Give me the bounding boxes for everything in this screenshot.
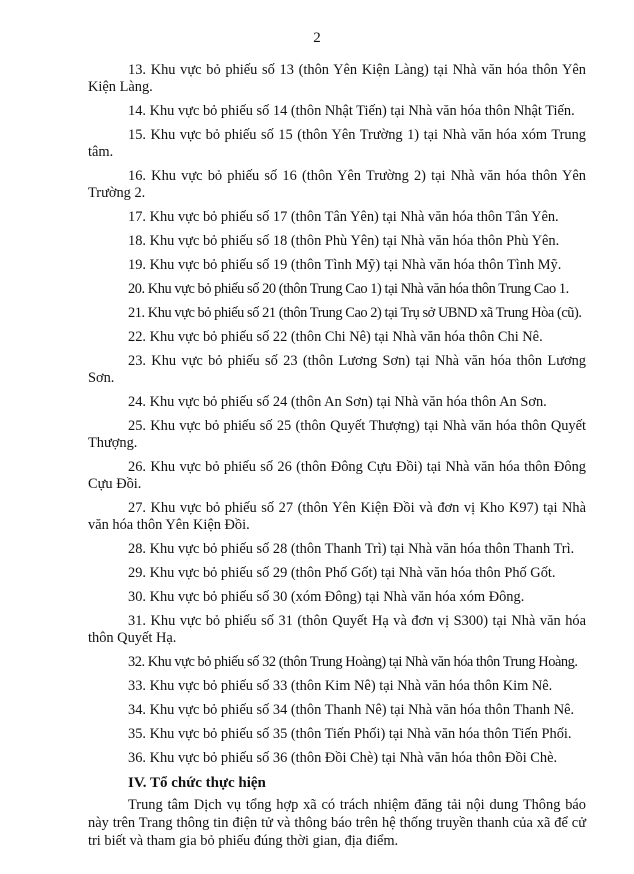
list-item-31: 31. Khu vực bỏ phiếu số 31 (thôn Quyết Hạ và đơn vị S300) tại Nhà văn hóa thôn Quyết Hạ. bbox=[88, 613, 586, 646]
list-item-29: 29. Khu vực bỏ phiếu số 29 (thôn Phố Gốt) tại Nhà văn hóa thôn Phố Gốt. bbox=[128, 565, 556, 581]
list-item-15: 15. Khu vực bỏ phiếu số 15 (thôn Yên Trường 1) tại Nhà văn hóa xóm Trung tâm. bbox=[88, 127, 586, 160]
list-item-19: 19. Khu vực bỏ phiếu số 19 (thôn Tình Mỹ) tại Nhà văn hóa thôn Tình Mỹ. bbox=[128, 257, 562, 273]
list-item-35: 35. Khu vực bỏ phiếu số 35 (thôn Tiến Phối) tại Nhà văn hóa thôn Tiến Phối. bbox=[128, 726, 572, 742]
list-item-30: 30. Khu vực bỏ phiếu số 30 (xóm Đông) tại Nhà văn hóa xóm Đông. bbox=[128, 589, 525, 605]
list-item-14: 14. Khu vực bỏ phiếu số 14 (thôn Nhật Tiến) tại Nhà văn hóa thôn Nhật Tiến. bbox=[128, 103, 575, 119]
list-item-21: 21. Khu vực bỏ phiếu số 21 (thôn Trung Cao 2) tại Trụ sở UBND xã Trung Hòa (cũ). bbox=[128, 305, 582, 321]
list-item-26: 26. Khu vực bỏ phiếu số 26 (thôn Đông Cựu Đồi) tại Nhà văn hóa thôn Đông Cựu Đồi. bbox=[88, 459, 586, 492]
list-item-33: 33. Khu vực bỏ phiếu số 33 (thôn Kim Nê) tại Nhà văn hóa thôn Kim Nê. bbox=[128, 678, 553, 694]
section-heading: IV. Tổ chức thực hiện bbox=[128, 775, 266, 791]
list-item-34: 34. Khu vực bỏ phiếu số 34 (thôn Thanh Nê) tại Nhà văn hóa thôn Thanh Nê. bbox=[128, 702, 575, 718]
list-item-16: 16. Khu vực bỏ phiếu số 16 (thôn Yên Trường 2) tại Nhà văn hóa thôn Yên Trường 2. bbox=[88, 168, 586, 201]
list-item-27: 27. Khu vực bỏ phiếu số 27 (thôn Yên Kiện Đồi và đơn vị Kho K97) tại Nhà văn hóa thôn Yên Kiện Đồi. bbox=[88, 500, 586, 533]
list-item-28: 28. Khu vực bỏ phiếu số 28 (thôn Thanh Trì) tại Nhà văn hóa thôn Thanh Trì. bbox=[128, 541, 575, 557]
page-number: 2 bbox=[313, 30, 321, 46]
list-item-20: 20. Khu vực bỏ phiếu số 20 (thôn Trung Cao 1) tại Nhà văn hóa thôn Trung Cao 1. bbox=[128, 281, 569, 297]
list-item-22: 22. Khu vực bỏ phiếu số 22 (thôn Chi Nê) tại Nhà văn hóa thôn Chi Nê. bbox=[128, 329, 543, 345]
list-item-17: 17. Khu vực bỏ phiếu số 17 (thôn Tân Yên) tại Nhà văn hóa thôn Tân Yên. bbox=[128, 209, 559, 225]
list-item-23: 23. Khu vực bỏ phiếu số 23 (thôn Lương Sơn) tại Nhà văn hóa thôn Lương Sơn. bbox=[88, 353, 586, 386]
list-item-18: 18. Khu vực bỏ phiếu số 18 (thôn Phù Yên) tại Nhà văn hóa thôn Phù Yên. bbox=[128, 233, 560, 249]
list-item-25: 25. Khu vực bỏ phiếu số 25 (thôn Quyết Thượng) tại Nhà văn hóa thôn Quyết Thượng. bbox=[88, 418, 586, 451]
list-item-24: 24. Khu vực bỏ phiếu số 24 (thôn An Sơn) tại Nhà văn hóa thôn An Sơn. bbox=[128, 394, 547, 410]
list-item-36: 36. Khu vực bỏ phiếu số 36 (thôn Đồi Chè) tại Nhà văn hóa thôn Đồi Chè. bbox=[128, 750, 558, 766]
document-body bbox=[88, 62, 586, 850]
list-item-32: 32. Khu vực bỏ phiếu số 32 (thôn Trung Hoàng) tại Nhà văn hóa thôn Trung Hoàng. bbox=[128, 654, 578, 670]
section-paragraph: Trung tâm Dịch vụ tổng hợp xã có trách nhiệm đăng tải nội dung Thông báo này trên Trang thông tin điện tử và thông báo trên hệ thống truyền thanh của xã để cử tri biết và tham gia bỏ phiếu đúng thời gian, địa điểm. bbox=[88, 797, 586, 849]
list-item-13: 13. Khu vực bỏ phiếu số 13 (thôn Yên Kiện Làng) tại Nhà văn hóa thôn Yên Kiện Làng. bbox=[88, 62, 586, 95]
